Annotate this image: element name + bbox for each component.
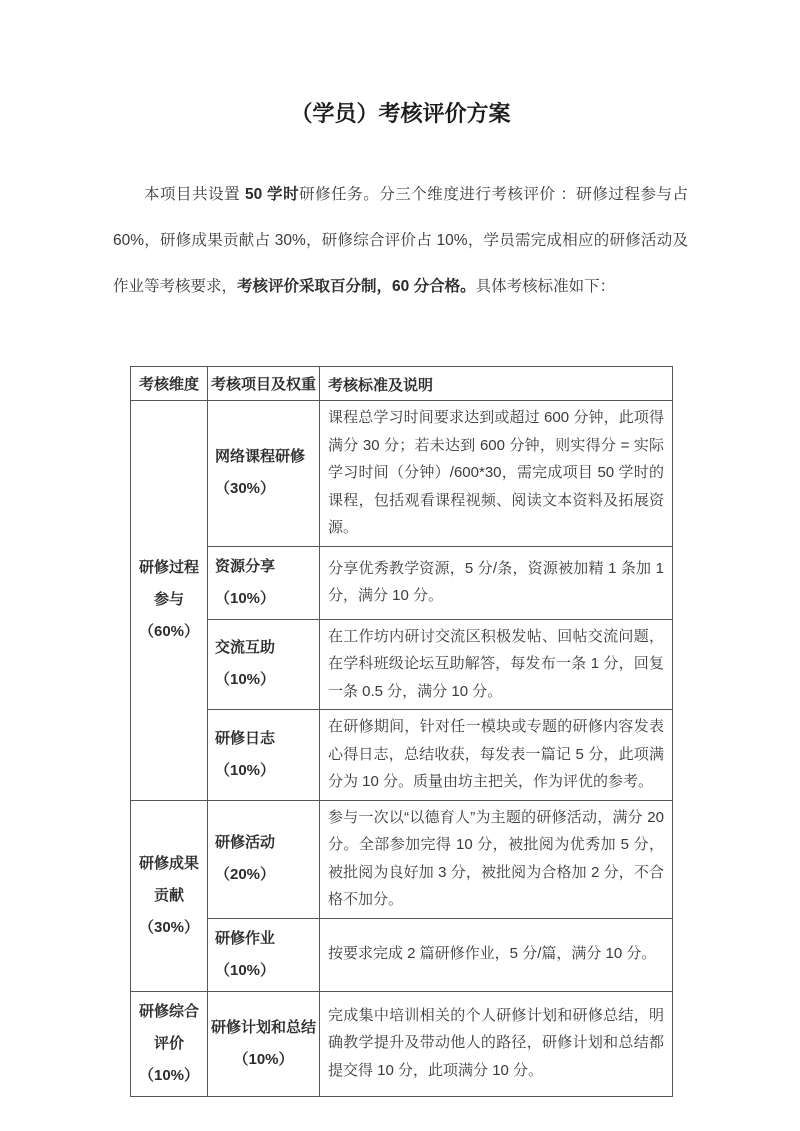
header-project: 考核项目及权重 (208, 367, 320, 401)
dimension-line: 参与 (153, 591, 184, 609)
table-row (131, 918, 673, 991)
intro-segment: 具体考核标准如下： (475, 278, 616, 295)
table-header-row (131, 367, 673, 401)
standard-cell: 分享优秀教学资源，5 分/条，资源被加精 1 条加 1 分，满分 10 分。 (320, 546, 673, 619)
project-cell (208, 401, 320, 547)
dimension-line: 贡献 (153, 886, 184, 904)
dimension-line: 研修过程 (138, 559, 199, 577)
project-cell (208, 710, 320, 801)
standard-cell: 按要求完成 2 篇研修作业，5 分/篇，满分 10 分。 (320, 918, 673, 991)
dimension-cell-comprehensive (131, 991, 208, 1096)
dimension-line: 评价 (153, 1034, 184, 1052)
intro-segment: 本项目共设置 (144, 186, 245, 203)
project-cell (208, 991, 320, 1096)
table-row (131, 800, 673, 918)
page-title: （学员）考核评价方案 (290, 101, 511, 126)
dimension-line: 研修综合 (138, 1002, 199, 1020)
project-line: 研修计划和总结 (210, 1018, 316, 1036)
intro-segment: 研修任务。分三个维度进行考核评价 ：研修过程参与占 60%，研修成果贡献占 30%，研修综合评价占 10%，学员需完成相应的研修活动及作业等考核要求， (113, 186, 688, 295)
project-line: （10%） (233, 1050, 294, 1068)
table-row (131, 619, 673, 710)
dimension-cell-outcome (131, 800, 208, 991)
project-cell (208, 918, 320, 991)
dimension-line: （10%） (138, 1066, 200, 1084)
dimension-line: （30%） (138, 918, 200, 936)
project-cell (208, 619, 320, 710)
project-line: 研修日志（10%） (215, 729, 276, 779)
intro-paragraph (113, 172, 688, 310)
dimension-cell-process (131, 401, 208, 801)
standard-cell: 完成集中培训相关的个人研修计划和研修总结，明确教学提升及带动他人的路径，研修计划和总结都提交得 10 分，此项满分 10 分。 (320, 991, 673, 1096)
project-line: 交流互助（10%） (215, 639, 276, 689)
project-line: 研修作业（10%） (215, 929, 276, 979)
dimension-line: （60%） (138, 623, 200, 641)
standard-cell: 参与一次以“以德育人”为主题的研修活动，满分 20 分。全部参加完得 10 分，被批阅为优秀加 5 分，被批阅为良好加 3 分，被批阅为合格加 2 分，不合格不加分。 (320, 800, 673, 918)
standard-cell: 在研修期间，针对任一模块或专题的研修内容发表心得日志，总结收获，每发表一篇记 5 分，此项满分为 10 分。质量由坊主把关，作为评优的参考。 (320, 710, 673, 801)
project-line: 网络课程研修 (215, 448, 306, 466)
project-line: 资源分享（10%） (215, 557, 276, 607)
table-row (131, 991, 673, 1096)
header-standard: 考核标准及说明 (320, 367, 673, 401)
standard-cell: 在工作坊内研讨交流区积极发帖、回帖交流问题，在学科班级论坛互助解答，每发布一条 1 分，回复一条 0.5 分，满分 10 分。 (320, 619, 673, 710)
project-line: 研修活动（20%） (215, 834, 276, 883)
table-row (131, 546, 673, 619)
intro-segment-bold: 考核评价采取百分制，60 分合格。 (237, 278, 476, 295)
dimension-line: 研修成果 (138, 854, 199, 872)
project-cell (208, 800, 320, 918)
assessment-table (130, 366, 673, 1097)
table-row (131, 710, 673, 801)
intro-segment-bold: 50 学时 (244, 186, 300, 203)
header-dimension: 考核维度 (131, 367, 208, 401)
project-cell (208, 546, 320, 619)
standard-cell: 课程总学习时间要求达到或超过 600 分钟，此项得满分 30 分；若未达到 600 分钟，则实得分 = 实际学习时间（分钟）/600*30，需完成项目 50 学时的课程，包括观看课程视频、阅读文本资料及拓展资源。 (320, 401, 673, 547)
table-row (131, 401, 673, 547)
project-line: （30%） (215, 480, 276, 498)
